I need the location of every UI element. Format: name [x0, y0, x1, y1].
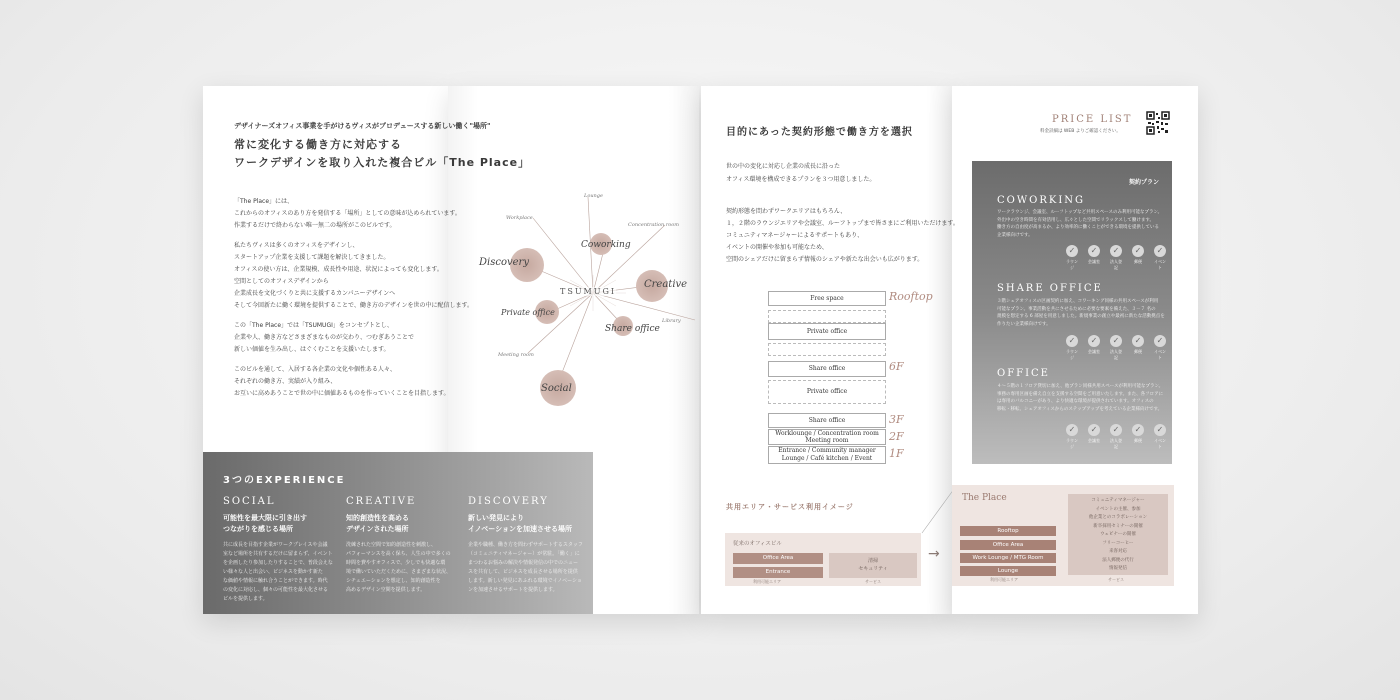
- plan-box: [972, 161, 1172, 464]
- arrow-right-icon: →: [928, 546, 940, 562]
- label-concentration-room: Concentration room: [628, 222, 679, 228]
- plan-share-office-desc: ３階シェアオフィスの区画契約に加え、コワーキング同様の共用スペースが利用 可能なプラン。事業活動を共にさせるために必要な要素を備えた、３－７ 名の 規模を想定する 6 部屋を用意しました。新規事業の創立や最初に新たな活動拠点を 作りたい企業様向けです。: [997, 299, 1165, 327]
- floor-share-office-3f: Share office: [768, 413, 886, 428]
- plan-coworking-desc: ワークラウンジ、会議室、ルーフトップなど共用スペースのみ利用可能なプラン。 外出中の空き時間を有効活用し、広々とした空間でリラックスして働けます。 働き方の自由度が高まるか、より効率的に働くことができる環境を提供している 企業様向けです。: [997, 210, 1163, 238]
- concept-center: TSUMUGI: [560, 287, 617, 296]
- node-creative: Creative: [644, 279, 688, 290]
- check-icon: ✓: [1110, 424, 1122, 436]
- check-icon: ✓: [1066, 424, 1078, 436]
- check-icon: ✓: [1154, 245, 1166, 257]
- the-place-box: [952, 485, 1174, 586]
- node-share-office: Share office: [605, 324, 660, 334]
- check-icon: ✓: [1154, 335, 1166, 347]
- new-foot-area: 利用可能エリア: [990, 577, 1018, 582]
- contract-title: 目的にあった契約形態で働き方を選択: [726, 127, 913, 138]
- floor-2f: Worklounge / Concentration room Meeting room: [768, 429, 886, 445]
- old-office-area: Office Area: [733, 553, 823, 564]
- floor-mark-2f: 2F: [889, 430, 904, 443]
- check-icon: ✓: [1132, 335, 1144, 347]
- old-building-title: 従来のオフィスビル: [733, 541, 782, 547]
- floor-mark-1f: 1F: [889, 447, 904, 460]
- floor-private-office-lower: Private office: [768, 380, 886, 404]
- check-icon: ✓: [1088, 424, 1100, 436]
- new-services: コミュニティマネージャー イベントの主催、参加 他企業とのコラボレーション 新卒採用セミナーの開催 ウェビナーの開催 フリーコーヒー 来客対応 法人郵便の代行 情報発信: [1068, 494, 1168, 575]
- check-icon: ✓: [1110, 335, 1122, 347]
- old-entrance: Entrance: [733, 567, 823, 578]
- experience-social: SOCIAL 可能性を最大限に引き出す つながりを感じる場所 共に成長を目指す企業がワークプレイスや会議 室など場所を共有するだけに留まらず、イベント を企画したり参加したりすることで、普段会えな い様々な人と出会い、ビジネスを動かす新た な価値や情報に触れ合うことができます。時代 の変化に対応し、個々の可能性を最大化させる ビルを提供します。: [223, 496, 333, 602]
- node-private-office: Private office: [501, 308, 555, 317]
- shared-title: 共用エリア・サービス利用イメージ: [726, 503, 854, 511]
- check-icon: ✓: [1132, 245, 1144, 257]
- floor-rooftop: Free space: [768, 291, 886, 306]
- floor-share-office-6f: Share office: [768, 361, 886, 377]
- plan-share-office-checks: ✓ ラウンジ ✓ 会議室 ✓ 法人登記 ✓ 郵便 ✓ イベント: [1066, 336, 1166, 360]
- old-building-box: [725, 533, 921, 586]
- floor-mark-6f: 6F: [889, 360, 904, 373]
- check-icon: ✓: [1066, 335, 1078, 347]
- node-coworking: Coworking: [581, 240, 631, 250]
- old-services: 清掃 セキュリティ: [829, 553, 917, 578]
- plan-share-office-name: SHARE OFFICE: [997, 283, 1103, 294]
- label-meeting-room: Meeting room: [498, 352, 534, 358]
- experience-discovery: DISCOVERY 新しい発見により イノベーションを加速させる場所 企業や職種、働き方を問わずサポートするスタッフ （コミュニティマネージャー）が常駐。「働く」に まつわるお悩みの解決や情報発信の中でのニュー スを共有して、ビジネスを成長させる場所を提供 します。新しい発見にあふれる環境でイノベーショ ンを加速させるサポートを提供します。: [468, 496, 583, 593]
- experience-title: 3つのEXPERIENCE: [223, 475, 346, 486]
- node-social: Social: [541, 383, 572, 394]
- check-icon: ✓: [1110, 245, 1122, 257]
- price-note: 料金詳細は WEB よりご確認ください。: [1040, 129, 1121, 134]
- new-lounge: Lounge: [960, 566, 1056, 576]
- contract-text-1: 世の中の変化に対応し企業の成長に沿った オフィス環境を構成できるプランを３つ用意しました。: [726, 163, 876, 183]
- price-title: PRICE LIST: [1052, 114, 1133, 125]
- old-foot-area: 利用可能エリア: [753, 579, 781, 584]
- floor-divider: [768, 343, 886, 356]
- node-discovery: Discovery: [479, 257, 529, 268]
- plan-office-checks: ✓ ラウンジ ✓ 会議室 ✓ 法人登記 ✓ 郵便 ✓ イベント: [1066, 425, 1166, 449]
- check-icon: ✓: [1066, 245, 1078, 257]
- plan-badge: 契約プラン: [1129, 179, 1160, 186]
- label-lounge: Lounge: [584, 193, 603, 199]
- plan-coworking-checks: ✓ ラウンジ ✓ 会議室 ✓ 法人登記 ✓ 郵便 ✓ イベント: [1066, 246, 1166, 270]
- plan-office-desc: ４～５階の１フロア貸切に加え、他プラン同様共用スペースが利用可能なプラン。 事務の専用区画を備え自立を支援する空間をご用意いたします。また、各フロアに は専用のバルコニーがあり、より快適な環境が提供されています。オフィスの 移転・移転、シェアオフィスからのステップアップを考えている企業様向けです。: [997, 384, 1164, 412]
- the-place-title: The Place: [962, 493, 1007, 503]
- new-work-lounge: Work Lounge / MTG Room: [960, 553, 1056, 563]
- qr-code-icon: [1146, 111, 1170, 135]
- floor-mark-rooftop: Rooftop: [889, 290, 933, 303]
- headline-line2: ワークデザインを取り入れた複合ビル「The Place」: [234, 156, 531, 169]
- intro-text: 「The Place」には、 これからのオフィスのあり方を発信する「場所」としての意味が込められています。 作業するだけで終わらない唯一無二の場所がこのビルです。 私たちヴィスは多くのオフィスをデザインし、 スタートアップ企業を支援して課題を解決してきました。 オフィスの使い方は、企業規模、成長性や用途、状況によっても変化します。 空間としてのオフィスデザインから 企業成長を文化づくりと共に支援するカンパニーデザインへ そして今回新たに働く環境を提供することで、働き方のデザインを世の中に配信します。 この「The Place」では「TSUMUGI」をコンセプトとし、 企業や人、働き方などさまざまなものが交わり、つむぎあうことで 新しい価値を生み出し、はぐくむことを支援いたします。 このビルを通して、入居する各企業の文化や個性ある人々、 それぞれの働き方、実績が入り組み、 お互いに高めあうことで世の中に価値あるものを作っていくことを目指します。: [234, 198, 473, 397]
- experience-creative: CREATIVE 知的創造性を高める デザインされた場所 洗練された空間で知的創造性を刺激し、 パフォーマンスを高く保ち、人生の中で多くの 時間を費やすオフィスで、少しでも快適な環 境で働いていただくために、さまざまな状況、 シチュエーションを想定し、知的創造性を 高めるデザイン空間を提供します。: [346, 496, 452, 593]
- check-icon: ✓: [1154, 424, 1166, 436]
- floor-divider: [768, 310, 886, 323]
- label-library: Library: [662, 318, 681, 324]
- check-icon: ✓: [1132, 424, 1144, 436]
- check-icon: ✓: [1088, 335, 1100, 347]
- experience-band: [203, 452, 593, 614]
- new-office-area: Office Area: [960, 540, 1056, 550]
- plan-coworking-name: COWORKING: [997, 195, 1086, 206]
- floor-private-office-upper: Private office: [768, 323, 886, 340]
- label-workplace: Workplace: [506, 215, 533, 221]
- floor-1f: Entrance / Community manager Lounge / Café kitchen / Event: [768, 446, 886, 464]
- old-foot-service: サービス: [865, 579, 881, 584]
- floor-mark-3f: 3F: [889, 413, 904, 426]
- concept-lines: [470, 185, 700, 415]
- new-foot-service: サービス: [1108, 577, 1124, 582]
- new-rooftop: Rooftop: [960, 526, 1056, 536]
- headline-line1: 常に変化する働き方に対応する: [234, 138, 402, 151]
- check-icon: ✓: [1088, 245, 1100, 257]
- plan-office-name: OFFICE: [997, 368, 1050, 379]
- contract-text-2: 契約形態を問わずワークエリアはもちろん、 １，２階のラウンジエリアや会議室、ルーフトップまで皆さまにご利用いただけます。 コミュニティマネージャーによるサポートもあり、 イベントの開催や参加も可能なため、 空間のシェアだけに留まらず情報のシェアや新たな出会いも広がります。: [726, 208, 959, 263]
- eyebrow: デザイナーズオフィス事業を手がけるヴィスがプロデュースする新しい働く"場所": [234, 122, 491, 130]
